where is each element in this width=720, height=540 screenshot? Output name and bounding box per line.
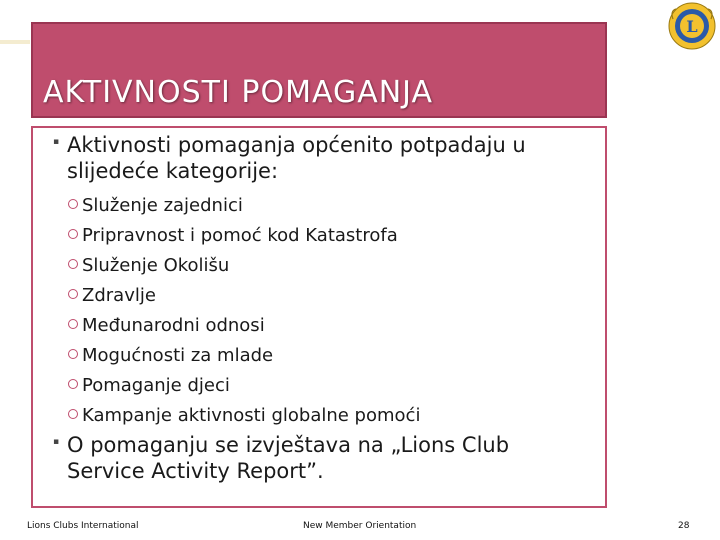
circle-bullet-icon	[68, 349, 78, 359]
list-item	[68, 311, 588, 341]
title-bar	[31, 22, 607, 118]
list-item	[68, 371, 588, 401]
list-item-label: Služenje zajednici	[82, 195, 243, 216]
footer-topic: New Member Orientation	[303, 521, 417, 531]
list-item	[68, 401, 588, 431]
bullet-text: O pomaganju se izvještava na „Lions Club Service Activity Report”.	[67, 433, 510, 483]
list-item	[68, 341, 588, 371]
circle-bullet-icon	[68, 409, 78, 419]
list-item-label: Služenje Okolišu	[82, 255, 230, 276]
bullet-text: Aktivnosti pomaganja općenito potpadaju u slijedeće kategorije:	[67, 133, 526, 183]
list-item	[68, 251, 588, 281]
square-bullet-icon: ▪	[53, 437, 60, 447]
list-item-label: Mogućnosti za mlade	[82, 345, 274, 366]
list-item-label: Međunarodni odnosi	[82, 315, 265, 336]
circle-bullet-icon	[68, 259, 78, 269]
footer-organization: Lions Clubs International	[27, 521, 139, 531]
list-item	[68, 191, 588, 221]
circle-bullet-icon	[68, 229, 78, 239]
content-box	[31, 126, 607, 508]
footer	[0, 512, 720, 540]
circle-bullet-icon	[68, 379, 78, 389]
list-item	[68, 221, 588, 251]
logo-letter: L	[686, 17, 698, 36]
lions-club-logo-icon	[667, 1, 717, 51]
list-item-label: Zdravlje	[82, 285, 156, 306]
circle-bullet-icon	[68, 289, 78, 299]
list-item-label: Pomaganje djeci	[82, 375, 230, 396]
page-number: 28	[678, 521, 690, 531]
list-item-label: Pripravnost i pomoć kod Katastrofa	[82, 225, 398, 246]
bullet-item	[53, 432, 593, 484]
square-bullet-icon: ▪	[53, 137, 60, 147]
bullet-item	[53, 132, 593, 184]
list-item	[68, 281, 588, 311]
circle-bullet-icon	[68, 199, 78, 209]
accent-stripe	[0, 40, 30, 44]
category-list	[68, 191, 588, 431]
slide-title: AKTIVNOSTI POMAGANJA	[43, 75, 434, 110]
circle-bullet-icon	[68, 319, 78, 329]
list-item-label: Kampanje aktivnosti globalne pomoći	[82, 405, 421, 426]
